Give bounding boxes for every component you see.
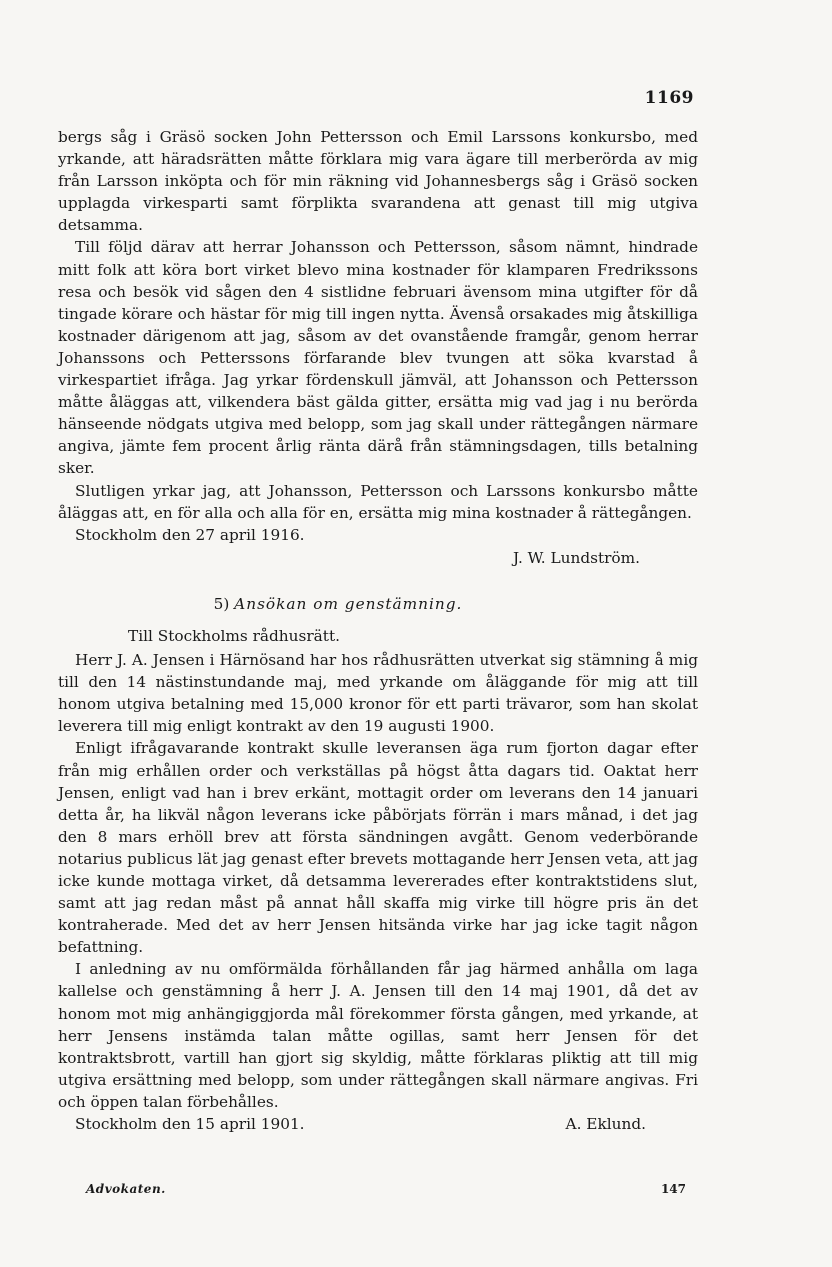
paragraph-final-claim: Slutligen yrkar jag, att Johansson, Pettersson och Larssons konkursbo måtte åläggas att, en för alla och alla för en, ersätta mig mina kostnader å rättegången. (58, 481, 698, 522)
paragraph-continuation: bergs såg i Gräsö socken John Pettersson och Emil Larssons konkursbo, med yrkande, att häradsrätten måtte förklara mig vara ägare till merberörda av mig från Larsson inköpta och för min räkning vid Johannesbergs såg i Gräsö socken upplagda virkesparti samt förplikta svarandena att genast till mig utgiva detsamma. (58, 128, 698, 235)
page-body (58, 126, 698, 1135)
paragraph-contract: Enligt ifrågavarande kontrakt skulle leveransen äga rum fjorton dagar efter från mig erhållen order och verkställas på högst åtta dagars tid. Oaktat herr Jensen, enligt vad han i brev erkänt, mottagit order om leverans den 14 januari detta år, ha likväl någon leverans icke påbörjats förrän i mars månad, i det jag den 8 mars erhöll brev att första sändningen avgått. Genom vederbörande notarius publicus lät jag genast efter brevets mottagande herr Jensen veta, att jag icke kunde mottaga virket, då detsamma levererades efter kontraktstidens slut, samt att jag redan måst på annat håll skaffa mig virke till högre pris än det kontraherade. Med det av herr Jensen hitsända virke har jag icke tagit någon befattning. (58, 739, 698, 957)
dateline-1901: Stockholm den 15 april 1901. (75, 1115, 305, 1134)
page-number: 1169 (644, 88, 694, 108)
dateline-1916: Stockholm den 27 april 1916. (75, 525, 305, 544)
section-number: 5) (213, 594, 230, 613)
paragraph-costs: Till följd därav att herrar Johansson och Pettersson, såsom nämnt, hindrade mitt folk att köra bort virket blevo mina kostnader för klamparen Fredrikssons resa och besök vid sågen den 4 sistlidne februari ävensom mina utgifter för då tingade körare och hästar för mig till ingen nytta. Ävenså orsakades mig åtskilliga kostnader därigenom att jag, såsom av det ovanstående framgår, genom herrar Johanssons och Petterssons förfarande blev tvungen att söka kvarstad å virkespartiet ifråga. Jag yrkar fördenskull jämväl, att Johansson och Pettersson måtte åläggas att, vilkendera bäst gälda gitter, ersätta mig vad jag i nu berörda hänseende nödgats utgiva med belopp, som jag skall under rättegången närmare angiva, jämte fem procent årlig ränta därå från stämningsdagen, tills betalning sker. (58, 238, 698, 478)
footer-sheet-number: 147 (660, 1182, 686, 1196)
signature-lundstrom: J. W. Lundström. (513, 548, 640, 567)
footer-signature-mark: Advokaten. (86, 1182, 166, 1196)
signature-eklund: A. Eklund. (565, 1115, 646, 1134)
page-footer (86, 1182, 686, 1196)
section-title: Ansökan om genstämning. (234, 594, 463, 613)
addressee: Till Stockholms rådhusrätt. (128, 626, 340, 645)
section-heading (58, 593, 698, 615)
paragraph-request: I anledning av nu omförmälda förhållanden får jag härmed anhålla om laga kallelse och genstämning å herr J. A. Jensen till den 14 maj 1901, då det av honom mot mig anhängiggjorda mål förekommer första gången, med yrkande, at herr Jensens instämda talan måtte ogillas, samt herr Jensen för det kontraktsbrott, vartill han gjort sig skyldig, måtte förklaras pliktig att till mig utgiva ersättning med belopp, som under rättegången skall närmare angivas. Fri och öppen talan förbehålles. (58, 960, 698, 1111)
closing-line (58, 1113, 698, 1135)
paragraph-summons: Herr J. A. Jensen i Härnösand har hos rådhusrätten utverkat sig stämning å mig till den 14 nästinstundande maj, med yrkande om åläggande för mig att till honom utgiva betalning med 15,000 kronor för ett parti trävaror, som han skolat leverera till mig enligt kontrakt av den 19 augusti 1900. (58, 651, 698, 736)
